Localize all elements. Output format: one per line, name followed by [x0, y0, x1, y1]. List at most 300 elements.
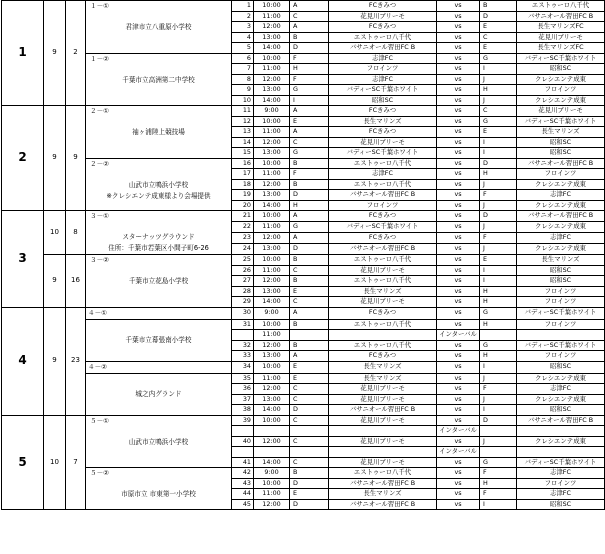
table-row [2, 373, 605, 384]
vs-label: vs [437, 468, 480, 479]
home-letter: B [290, 276, 329, 287]
match-number: 27 [232, 276, 254, 287]
away-letter: D [480, 415, 517, 426]
home-team: 花見川ブリーモ [329, 384, 437, 395]
match-time: 10:00 [254, 319, 290, 330]
match-time: 11:00 [254, 64, 290, 75]
home-letter: C [290, 415, 329, 426]
vs-label: vs [437, 276, 480, 287]
home-team: 花見川ブリーモ [329, 436, 437, 447]
home-team: エストゥーロ八千代 [329, 276, 437, 287]
venue-cell [86, 1, 232, 54]
vs-label: vs [437, 394, 480, 405]
home-team [329, 447, 437, 458]
home-team: 花見川ブリーモ [329, 137, 437, 148]
away-team: バサニオール習田FC B [517, 415, 605, 426]
venue-sub-label: ５－① [90, 416, 110, 425]
away-team: 長生マリンズFC [517, 22, 605, 33]
venue-name: 袖ヶ浦陸上競技場 [132, 128, 185, 136]
match-number: 25 [232, 255, 254, 266]
home-letter: G [290, 85, 329, 96]
match-time [254, 447, 290, 458]
venue-sub-label: ３－① [90, 212, 110, 220]
venue-day: 8 [66, 211, 86, 255]
home-team: エストゥーロ八千代 [329, 255, 437, 266]
table-row [2, 361, 605, 373]
away-team: 昭和SC [517, 64, 605, 75]
away-letter: J [480, 373, 517, 384]
match-time: 12:00 [254, 22, 290, 33]
match-number: 40 [232, 436, 254, 447]
match-number: 2 [232, 11, 254, 22]
home-letter: F [290, 74, 329, 85]
away-letter: B [480, 1, 517, 12]
round-number: 1 [2, 1, 44, 106]
home-team: 花見川ブリーモ [329, 415, 437, 426]
match-number: 28 [232, 286, 254, 297]
round-number: 5 [2, 415, 44, 510]
vs-label: vs [437, 53, 480, 64]
away-team: 長生マリンズFC [517, 43, 605, 54]
match-time: 12:00 [254, 179, 290, 190]
match-number: 38 [232, 405, 254, 416]
away-team: クレシエンテ成東 [517, 244, 605, 255]
match-time: 14:00 [254, 95, 290, 106]
home-team: バサニオール習田FC B [329, 478, 437, 489]
venue-name: 千葉市立高洲第二中学校 [122, 75, 195, 84]
home-letter: A [290, 211, 329, 222]
home-letter: A [290, 22, 329, 33]
match-time: 11:00 [254, 373, 290, 384]
away-team: 志津FC [517, 233, 605, 244]
table-row [2, 415, 605, 426]
match-number: 31 [232, 319, 254, 330]
home-letter: B [290, 255, 329, 266]
match-time: 10:00 [254, 361, 290, 373]
home-letter: C [290, 436, 329, 447]
vs-label: vs [437, 95, 480, 106]
match-number: 11 [232, 106, 254, 117]
away-team: クレシエンテ成東 [517, 436, 605, 447]
away-team [517, 330, 605, 341]
away-team: 長生マリンズ [517, 127, 605, 138]
vs-label: vs [437, 127, 480, 138]
away-letter: F [480, 190, 517, 201]
home-letter: C [290, 384, 329, 395]
home-letter: C [290, 265, 329, 276]
venue-cell [86, 468, 232, 510]
home-letter: A [290, 106, 329, 117]
match-time: 11:00 [254, 222, 290, 233]
vs-label: vs [437, 233, 480, 244]
venue-sub-label: ４－② [86, 361, 232, 373]
home-letter: C [290, 11, 329, 22]
match-number: 10 [232, 95, 254, 106]
venue-cell [86, 373, 232, 415]
home-team: FCきみつ [329, 22, 437, 33]
vs-label: vs [437, 489, 480, 500]
match-time [254, 426, 290, 437]
away-letter: F [480, 233, 517, 244]
venue-sub-label: １－① [90, 2, 110, 10]
match-time: 13:00 [254, 286, 290, 297]
match-number: 39 [232, 415, 254, 426]
venue-cell [86, 53, 232, 106]
home-team: バディーSC千葉ホワイト [329, 85, 437, 96]
home-team [329, 426, 437, 437]
vs-label: vs [437, 1, 480, 12]
away-letter: I [480, 148, 517, 159]
venue-month: 10 [44, 211, 66, 255]
away-team: 昭和SC [517, 499, 605, 510]
away-team: 志津FC [517, 468, 605, 479]
home-team: FCきみつ [329, 351, 437, 362]
away-letter: H [480, 169, 517, 180]
match-number: 37 [232, 394, 254, 405]
home-team: エストゥーロ八千代 [329, 32, 437, 43]
home-team: 長生マリンズ [329, 286, 437, 297]
away-letter: J [480, 222, 517, 233]
home-team: 花見川ブリーモ [329, 297, 437, 308]
venue-spacer [88, 478, 229, 489]
venue-spacer [88, 426, 229, 437]
match-time: 13:00 [254, 244, 290, 255]
vs-label: vs [437, 478, 480, 489]
away-team: エストゥーロ八千代 [517, 1, 605, 12]
round-day: 7 [66, 415, 86, 510]
venue-cell [86, 211, 232, 255]
vs-label: vs [437, 373, 480, 384]
home-letter: G [290, 222, 329, 233]
home-team: 志津FC [329, 53, 437, 64]
match-time: 10:00 [254, 415, 290, 426]
vs-label: vs [437, 265, 480, 276]
match-number: 7 [232, 64, 254, 75]
home-team: FCきみつ [329, 233, 437, 244]
venue-name: 千葉市立花島小学校 [128, 277, 189, 285]
venue-name: ※クレシエンテ成東様より会場提供 [106, 191, 211, 200]
home-letter [290, 330, 329, 341]
match-time: 11:00 [254, 127, 290, 138]
away-letter: C [480, 106, 517, 117]
away-team: クレシエンテ成東 [517, 200, 605, 211]
match-number: 20 [232, 200, 254, 211]
away-team: バサニオール習田FC B [517, 11, 605, 22]
home-team [329, 330, 437, 341]
away-letter: H [480, 478, 517, 489]
venue-name: 山武市立鳴浜小学校 [128, 437, 189, 446]
away-team: バディーSC千葉ホワイト [517, 307, 605, 319]
venue-spacer [88, 64, 229, 75]
venue-name: 城之内グランド [135, 389, 182, 398]
away-team: クレシエンテ成東 [517, 394, 605, 405]
vs-label: vs [437, 286, 480, 297]
venue-cell [86, 319, 232, 361]
round-month: 9 [44, 106, 66, 211]
schedule-table [1, 0, 605, 510]
home-letter: D [290, 190, 329, 201]
home-team: バサニオール習田FC B [329, 499, 437, 510]
vs-label: vs [437, 307, 480, 319]
vs-label: vs [437, 319, 480, 330]
table-row [2, 211, 605, 222]
away-letter: G [480, 53, 517, 64]
vs-label: vs [437, 106, 480, 117]
away-team [517, 447, 605, 458]
match-time: 9:00 [254, 106, 290, 117]
away-team: バディーSC千葉ホワイト [517, 53, 605, 64]
match-number: 15 [232, 148, 254, 159]
match-time: 12:00 [254, 276, 290, 287]
match-time: 13:00 [254, 190, 290, 201]
home-letter: C [290, 394, 329, 405]
match-time: 14:00 [254, 43, 290, 54]
match-time: 10:00 [254, 116, 290, 127]
match-time: 11:00 [254, 330, 290, 341]
home-letter: B [290, 179, 329, 190]
venue-sub-label: １－② [90, 54, 110, 63]
vs-label: vs [437, 436, 480, 447]
home-letter: F [290, 169, 329, 180]
vs-label: vs [437, 457, 480, 468]
match-time: 11:00 [254, 11, 290, 22]
home-team: エストゥーロ八千代 [329, 340, 437, 351]
vs-label: vs [437, 74, 480, 85]
match-number: 32 [232, 340, 254, 351]
venue-sub-label: ２－① [90, 107, 110, 115]
home-team: 長生マリンズ [329, 116, 437, 127]
away-team: バディーSC千葉ホワイト [517, 116, 605, 127]
match-time: 14:00 [254, 457, 290, 468]
match-time: 14:00 [254, 297, 290, 308]
away-letter [480, 426, 517, 437]
home-letter: B [290, 468, 329, 479]
away-team: 志津FC [517, 190, 605, 201]
match-number [232, 447, 254, 458]
match-number: 42 [232, 468, 254, 479]
away-letter: H [480, 351, 517, 362]
venue-name: 君津市立八重原小学校 [125, 23, 192, 31]
home-team: バサニオール習田FC B [329, 244, 437, 255]
away-letter: E [480, 127, 517, 138]
round-day: 23 [66, 307, 86, 415]
vs-label: vs [437, 116, 480, 127]
match-number: 30 [232, 307, 254, 319]
match-number: 8 [232, 74, 254, 85]
match-time: 12:00 [254, 74, 290, 85]
home-team: 長生マリンズ [329, 373, 437, 384]
away-team: フロインツ [517, 478, 605, 489]
venue-cell [86, 255, 232, 308]
match-number: 26 [232, 265, 254, 276]
match-time: 13:00 [254, 32, 290, 43]
away-team: 昭和SC [517, 137, 605, 148]
away-letter: J [480, 436, 517, 447]
home-team: バサニオール習田FC B [329, 43, 437, 54]
venue-spacer [88, 169, 229, 180]
home-team: 花見川ブリーモ [329, 265, 437, 276]
match-time: 10:00 [254, 53, 290, 64]
away-letter: J [480, 95, 517, 106]
match-time: 12:00 [254, 499, 290, 510]
venue-sub-label: ２－② [90, 159, 110, 168]
vs-label: vs [437, 244, 480, 255]
away-letter: F [480, 468, 517, 479]
venue-sub-label: ４－① [86, 307, 232, 319]
home-letter: G [290, 148, 329, 159]
away-letter [480, 447, 517, 458]
venue-sub-label: ５－② [90, 469, 110, 477]
venue-spacer [88, 221, 229, 232]
match-number: 43 [232, 478, 254, 489]
home-team: バディーSC千葉ホワイト [329, 222, 437, 233]
away-team: バディーSC千葉ホワイト [517, 340, 605, 351]
match-number: 19 [232, 190, 254, 201]
home-letter: B [290, 319, 329, 330]
vs-label: vs [437, 297, 480, 308]
home-team: バサニオール習田FC B [329, 190, 437, 201]
away-team: 志津FC [517, 384, 605, 395]
round-day: 9 [66, 106, 86, 211]
home-team: 花見川ブリーモ [329, 394, 437, 405]
away-letter: H [480, 297, 517, 308]
vs-label: vs [437, 64, 480, 75]
vs-label: vs [437, 222, 480, 233]
home-letter [290, 426, 329, 437]
vs-label: vs [437, 405, 480, 416]
match-number: 33 [232, 351, 254, 362]
away-letter: I [480, 405, 517, 416]
match-time: 11:00 [254, 169, 290, 180]
away-team: 昭和SC [517, 361, 605, 373]
table-row [2, 307, 605, 319]
home-letter: D [290, 244, 329, 255]
away-team: クレシエンテ成東 [517, 95, 605, 106]
home-team: 志津FC [329, 169, 437, 180]
vs-label: vs [437, 137, 480, 148]
home-team: 花見川ブリーモ [329, 11, 437, 22]
home-letter: C [290, 457, 329, 468]
away-letter: J [480, 74, 517, 85]
match-number: 21 [232, 211, 254, 222]
away-team: 昭和SC [517, 265, 605, 276]
away-team: クレシエンテ成東 [517, 179, 605, 190]
away-letter: D [480, 211, 517, 222]
away-letter: I [480, 499, 517, 510]
interval-note: インターバル [437, 426, 480, 437]
vs-label: vs [437, 361, 480, 373]
home-letter: B [290, 340, 329, 351]
home-letter: A [290, 1, 329, 12]
away-team: フロインツ [517, 297, 605, 308]
table-row [2, 255, 605, 266]
vs-label: vs [437, 148, 480, 159]
match-number: 3 [232, 22, 254, 33]
home-team: FCきみつ [329, 307, 437, 319]
away-letter [480, 330, 517, 341]
away-letter: C [480, 32, 517, 43]
match-number: 45 [232, 499, 254, 510]
home-team: FCきみつ [329, 1, 437, 12]
away-letter: H [480, 319, 517, 330]
match-time: 12:00 [254, 233, 290, 244]
venue-spacer [88, 265, 229, 276]
table-row [2, 319, 605, 330]
away-letter: J [480, 244, 517, 255]
away-team: フロインツ [517, 85, 605, 96]
home-letter: D [290, 499, 329, 510]
away-letter: J [480, 179, 517, 190]
away-letter: E [480, 43, 517, 54]
match-number: 14 [232, 137, 254, 148]
match-number: 16 [232, 158, 254, 169]
vs-label: vs [437, 190, 480, 201]
home-team: バサニオール習田FC B [329, 405, 437, 416]
match-number: 23 [232, 233, 254, 244]
match-time: 13:00 [254, 148, 290, 159]
home-team: 昭和SC [329, 95, 437, 106]
away-letter: H [480, 286, 517, 297]
match-number: 24 [232, 244, 254, 255]
vs-label: vs [437, 158, 480, 169]
match-number: 29 [232, 297, 254, 308]
interval-note: インターバル [437, 447, 480, 458]
round-month: 9 [44, 307, 66, 415]
match-time: 9:00 [254, 468, 290, 479]
match-time: 10:00 [254, 478, 290, 489]
away-letter: E [480, 22, 517, 33]
match-number: 36 [232, 384, 254, 395]
match-time: 10:00 [254, 255, 290, 266]
away-team: クレシエンテ成東 [517, 222, 605, 233]
round-month: 9 [44, 1, 66, 106]
venue-cell [86, 415, 232, 468]
away-team: 志津FC [517, 489, 605, 500]
away-letter: D [480, 158, 517, 169]
home-letter: C [290, 297, 329, 308]
match-number [232, 426, 254, 437]
match-time: 12:00 [254, 384, 290, 395]
away-team: フロインツ [517, 286, 605, 297]
home-team: エストゥーロ八千代 [329, 158, 437, 169]
away-letter: F [480, 384, 517, 395]
away-team: 花見川ブリーモ [517, 106, 605, 117]
match-time: 11:00 [254, 489, 290, 500]
vs-label: vs [437, 11, 480, 22]
home-letter: D [290, 405, 329, 416]
home-team: FCきみつ [329, 211, 437, 222]
round-month: 10 [44, 415, 66, 510]
vs-label: vs [437, 211, 480, 222]
away-team: 昭和SC [517, 276, 605, 287]
home-letter [290, 447, 329, 458]
away-team: クレシエンテ成東 [517, 74, 605, 85]
home-letter: A [290, 127, 329, 138]
venue-name: スターナッツグラウンド [122, 233, 195, 241]
home-team: FCきみつ [329, 106, 437, 117]
table-row [2, 106, 605, 117]
match-time: 13:00 [254, 351, 290, 362]
home-letter: I [290, 95, 329, 106]
away-letter: I [480, 361, 517, 373]
home-letter: F [290, 53, 329, 64]
round-number: 4 [2, 307, 44, 415]
match-time: 10:00 [254, 211, 290, 222]
venue-spacer [88, 11, 229, 22]
venue-name: 市原市立 市東第一小学校 [121, 490, 196, 498]
away-letter: J [480, 394, 517, 405]
match-number: 22 [232, 222, 254, 233]
